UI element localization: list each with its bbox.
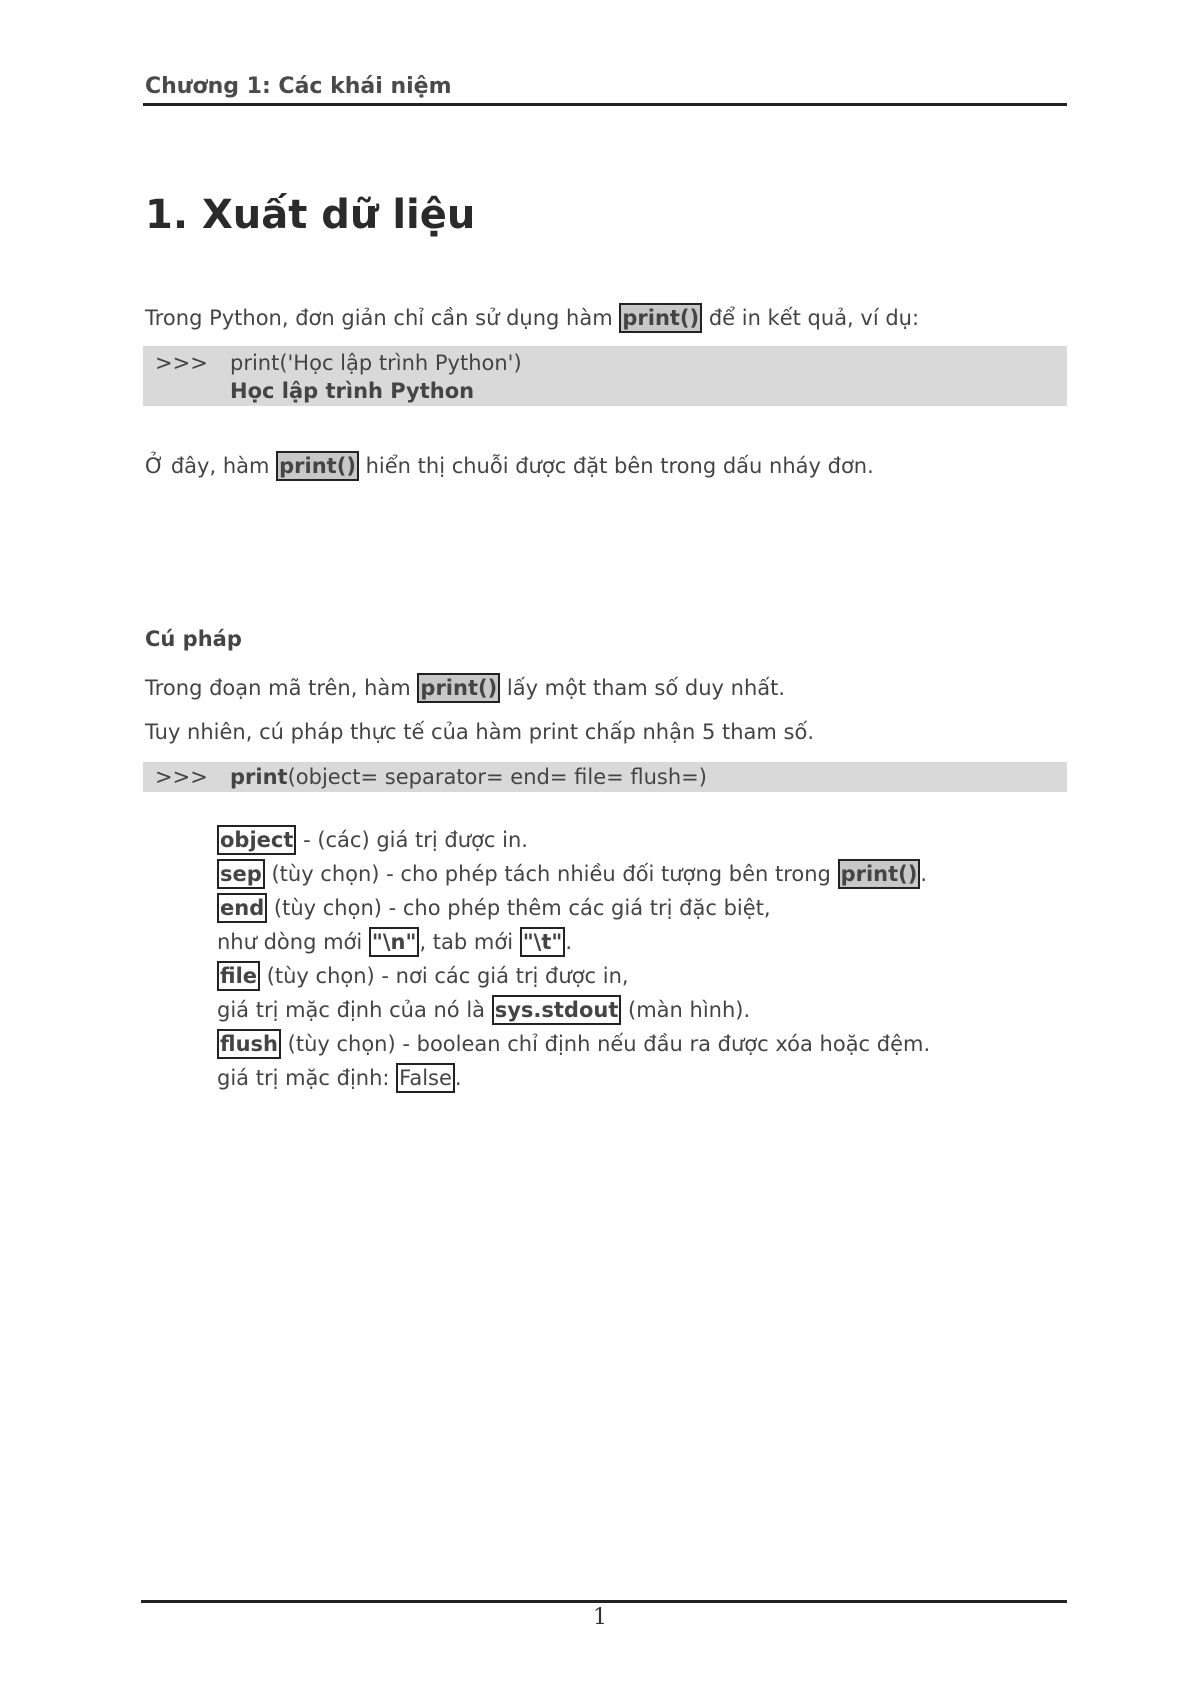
param-file-continued bbox=[217, 993, 930, 1027]
syntax-code-block bbox=[143, 762, 1067, 792]
param-text: (màn hình). bbox=[621, 998, 751, 1022]
param-description: (tùy chọn) - boolean chỉ định nếu đầu ra được xóa hoặc đệm. bbox=[280, 1032, 931, 1056]
stdout-keyword: sys.stdout bbox=[492, 995, 622, 1025]
syntax-text-after: lấy một tham số duy nhất. bbox=[500, 676, 786, 700]
syntax-func-name: print bbox=[230, 765, 288, 789]
param-text: , tab mới bbox=[419, 930, 520, 954]
param-description: (tùy chọn) - nơi các giá trị được in, bbox=[260, 964, 629, 988]
param-file bbox=[217, 959, 930, 993]
explanation-text-after: hiển thị chuỗi được đặt bên trong dấu nháy đơn. bbox=[358, 454, 874, 478]
param-punct: . bbox=[454, 1066, 462, 1090]
param-keyword: flush bbox=[217, 1029, 281, 1059]
param-keyword: object bbox=[217, 825, 296, 855]
newline-escape: "\n" bbox=[369, 927, 420, 957]
param-keyword: end bbox=[217, 893, 267, 923]
param-punct: . bbox=[920, 862, 928, 886]
print-keyword: print() bbox=[838, 859, 921, 889]
param-text: giá trị mặc định: bbox=[217, 1066, 397, 1090]
syntax-line-1 bbox=[145, 673, 785, 703]
param-sep bbox=[217, 857, 930, 891]
chapter-header: Chương 1: Các khái niệm bbox=[145, 74, 452, 99]
param-end-continued bbox=[217, 925, 930, 959]
param-keyword: file bbox=[217, 961, 260, 991]
header-divider bbox=[143, 103, 1067, 106]
syntax-func-args: (object= separator= end= file= flush=) bbox=[287, 765, 707, 789]
intro-text-after: để in kết quả, ví dụ: bbox=[702, 306, 920, 330]
param-text: giá trị mặc định của nó là bbox=[217, 998, 492, 1022]
param-description: (tùy chọn) - cho phép thêm các giá trị đặc biệt, bbox=[267, 896, 771, 920]
code-command: print('Học lập trình Python') bbox=[230, 351, 522, 375]
intro-text-before: Trong Python, đơn giản chỉ cần sử dụng hàm bbox=[145, 306, 620, 330]
param-description: (tùy chọn) - cho phép tách nhiều đối tượng bên trong bbox=[264, 862, 838, 886]
example-code-block bbox=[143, 346, 1067, 406]
parameter-list bbox=[217, 823, 930, 1095]
print-keyword: print() bbox=[619, 303, 702, 333]
syntax-line-2: Tuy nhiên, cú pháp thực tế của hàm print chấp nhận 5 tham số. bbox=[145, 720, 815, 744]
explanation-text-before: Ở đây, hàm bbox=[145, 454, 277, 478]
param-punct: . bbox=[565, 930, 572, 954]
param-object bbox=[217, 823, 930, 857]
tab-escape: "\t" bbox=[520, 927, 566, 957]
param-text: như dòng mới bbox=[217, 930, 369, 954]
python-prompt: >>> bbox=[155, 351, 208, 375]
explanation-paragraph bbox=[145, 451, 874, 481]
syntax-code bbox=[230, 763, 707, 791]
print-keyword: print() bbox=[417, 673, 500, 703]
param-flush-continued bbox=[217, 1061, 930, 1095]
footer-divider bbox=[141, 1600, 1067, 1603]
param-keyword: sep bbox=[217, 859, 265, 889]
syntax-text-before: Trong đoạn mã trên, hàm bbox=[145, 676, 418, 700]
print-keyword: print() bbox=[276, 451, 359, 481]
param-end bbox=[217, 891, 930, 925]
code-output: Học lập trình Python bbox=[230, 379, 475, 403]
section-title: 1. Xuất dữ liệu bbox=[145, 192, 476, 238]
false-value: False bbox=[396, 1063, 455, 1093]
param-flush bbox=[217, 1027, 930, 1061]
python-prompt: >>> bbox=[155, 765, 208, 789]
param-description: - (các) giá trị được in. bbox=[296, 828, 528, 852]
syntax-heading: Cú pháp bbox=[145, 627, 242, 651]
page-number: 1 bbox=[593, 1605, 607, 1630]
intro-paragraph bbox=[145, 303, 919, 333]
